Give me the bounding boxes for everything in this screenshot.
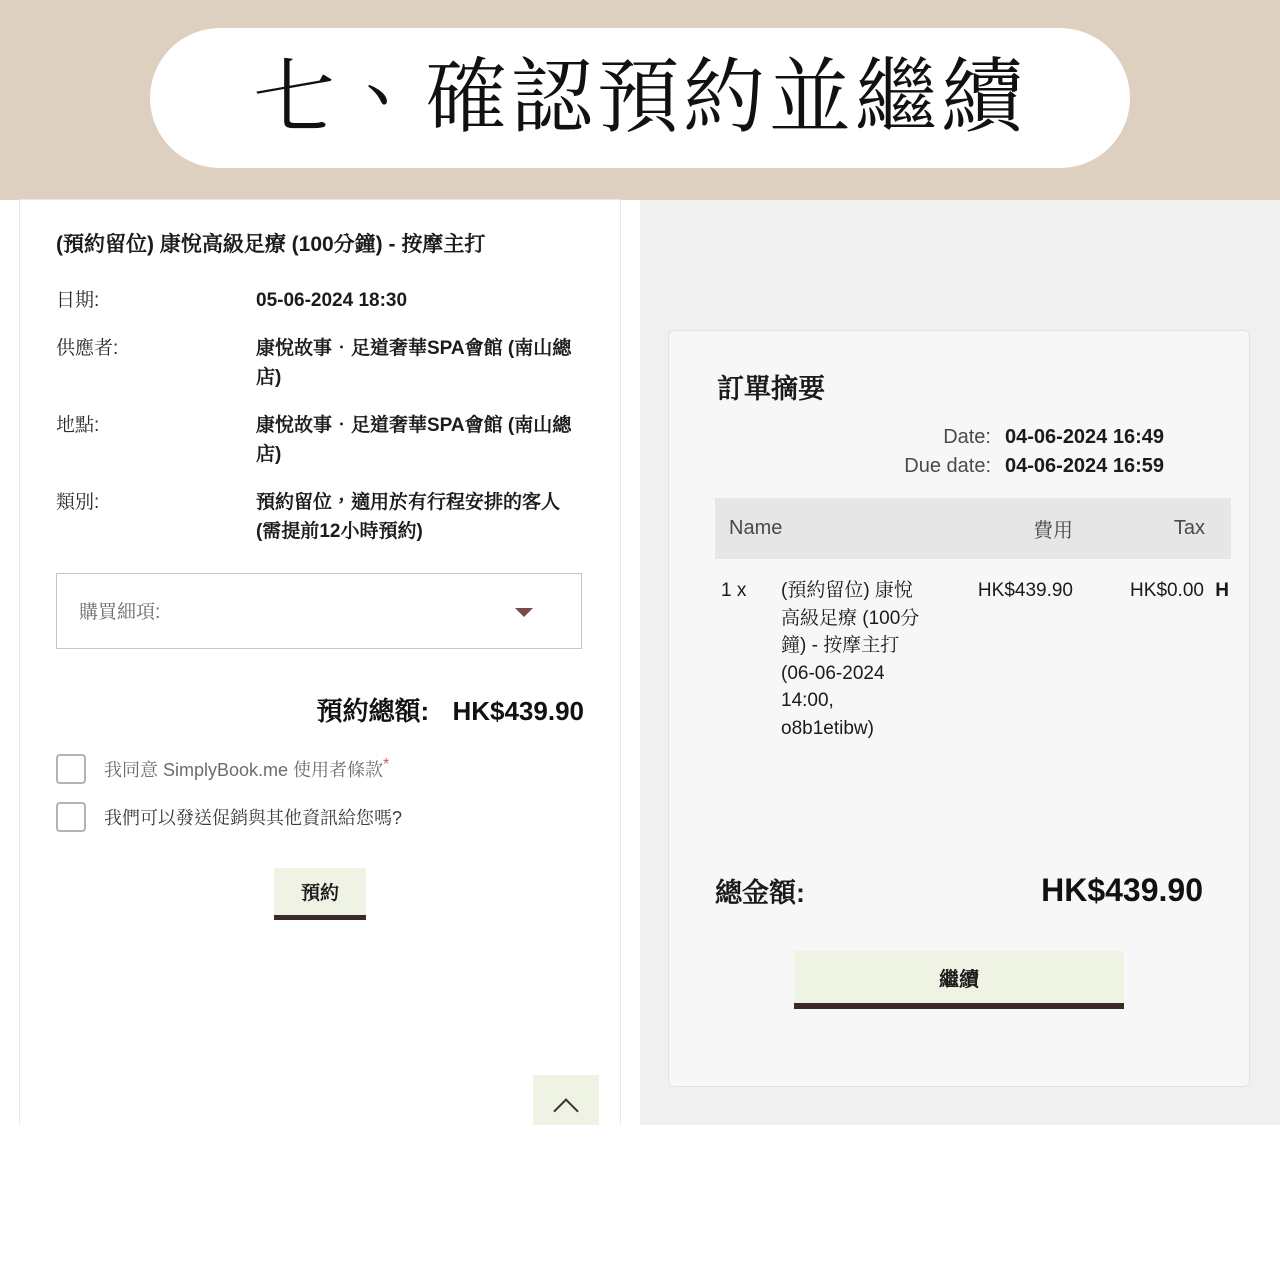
- booking-total-value: HK$439.90: [452, 695, 584, 726]
- continue-button[interactable]: 繼續: [794, 951, 1124, 1009]
- order-due-date-label: Due date:: [904, 455, 991, 477]
- purchase-options-label: 購買細項:: [79, 602, 161, 623]
- detail-row-location: [56, 411, 584, 470]
- required-marker: *: [383, 755, 390, 773]
- detail-value: 康悅故事．足道奢華SPA會館 (南山總店): [256, 337, 572, 389]
- order-due-date-row: [669, 455, 1205, 478]
- order-items-body: [715, 559, 1231, 743]
- terms-checkbox[interactable]: [56, 754, 86, 784]
- page-bottom-spacer: [0, 1125, 1280, 1280]
- grand-total-label: 總金額:: [715, 878, 805, 908]
- order-date-value: 04-06-2024 16:49: [1005, 426, 1165, 448]
- detail-value: 05-06-2024 18:30: [256, 290, 408, 312]
- book-button-container: [56, 868, 584, 920]
- detail-value: 康悅故事．足道奢華SPA會館 (南山總店): [256, 414, 572, 466]
- chevron-down-icon: [515, 608, 533, 617]
- column-header-name: Name: [715, 498, 932, 559]
- booking-details-content: [56, 230, 584, 920]
- purchase-options-select[interactable]: [56, 573, 582, 649]
- order-summary-title: 訂單摘要: [717, 374, 825, 404]
- detail-row-provider: [56, 334, 584, 393]
- detail-row-date: [56, 286, 584, 315]
- service-title: (預約留位) 康悅高級足療 (100分鐘) - 按摩主打: [56, 233, 486, 256]
- promo-label: 我們可以發送促銷與其他資訊給您嗎?: [104, 807, 403, 828]
- terms-checkbox-row[interactable]: [56, 754, 584, 784]
- terms-text: 我同意 SimplyBook.me 使用者條款: [104, 759, 384, 780]
- column-header-price: 費用: [932, 498, 1083, 559]
- order-due-date-value: 04-06-2024 16:59: [1005, 455, 1165, 477]
- column-header-tax: Tax: [1083, 498, 1231, 559]
- item-description: (預約留位) 康悅高級足療 (100分鐘) - 按摩主打 (06-06-2024 14:00, o8b1etibw): [781, 580, 920, 739]
- order-items-table: [715, 498, 1231, 743]
- header-banner: [0, 0, 1280, 200]
- order-date-label: Date:: [943, 426, 991, 448]
- order-date-row: [669, 426, 1205, 449]
- item-quantity: 1 x: [721, 580, 747, 601]
- item-tax: HK$0.00: [1130, 580, 1204, 601]
- grand-total-row: [669, 871, 1249, 910]
- book-button[interactable]: 預約: [274, 868, 366, 920]
- detail-value: 預約留位，適用於有行程安排的客人 (需提前12小時預約): [256, 491, 561, 543]
- promo-checkbox-row[interactable]: [56, 802, 584, 832]
- booking-total: [56, 691, 584, 728]
- title-pill: [150, 28, 1130, 168]
- page-title: 七、確認預約並繼續: [252, 50, 1027, 145]
- table-row: [715, 559, 1231, 743]
- order-summary-panel: [640, 200, 1280, 1125]
- promo-checkbox[interactable]: [56, 802, 86, 832]
- order-summary-card: [668, 330, 1250, 1087]
- item-price: HK$439.90: [977, 580, 1073, 601]
- order-dates: [669, 426, 1249, 478]
- order-items-header: [715, 498, 1231, 559]
- detail-row-category: [56, 488, 584, 547]
- terms-label: [104, 756, 389, 782]
- item-tax-suffix: H: [1215, 580, 1229, 601]
- booking-total-label: 預約總額:: [316, 695, 430, 726]
- chevron-up-icon: [553, 1098, 578, 1123]
- booking-details-panel: [20, 200, 620, 1125]
- detail-label: 地點:: [56, 414, 100, 436]
- continue-button-container: [669, 951, 1249, 1009]
- detail-label: 供應者:: [56, 337, 119, 359]
- grand-total-value: HK$439.90: [1041, 872, 1203, 908]
- detail-label: 類別:: [56, 491, 100, 513]
- detail-label: 日期:: [56, 290, 100, 312]
- table-header-row: [715, 498, 1231, 559]
